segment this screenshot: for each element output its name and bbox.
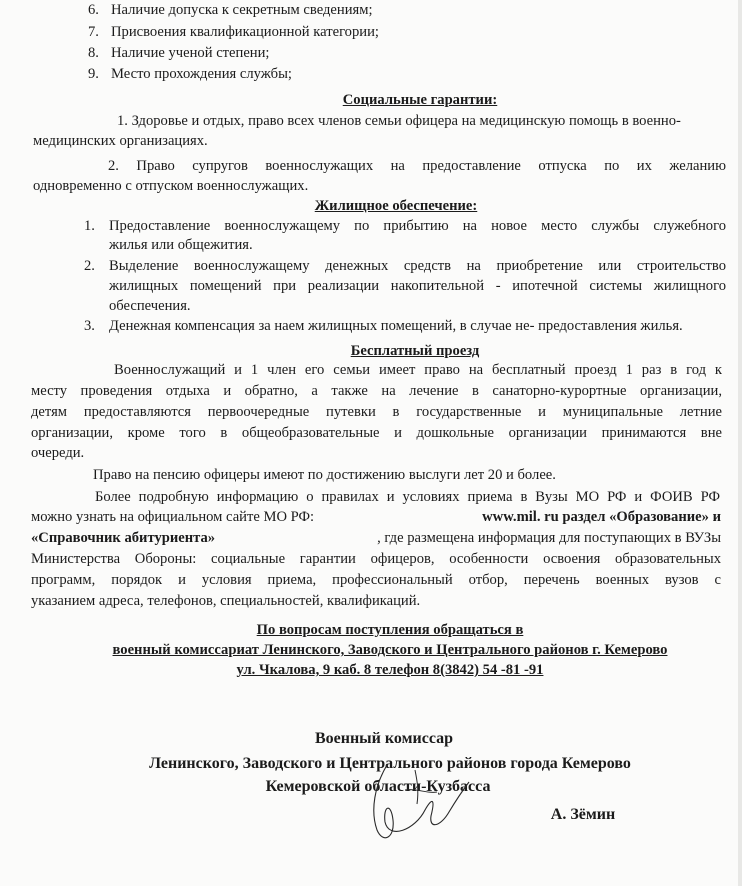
list-number: 1. (84, 218, 95, 234)
website-reference: www.mil. ru раздел «Образование» и (482, 509, 721, 525)
paragraph-line: очереди. (31, 445, 85, 461)
info-text: можно узнать на официальном сайте МО РФ: (31, 509, 315, 525)
housing-item-line: жилищных помещений при реализации накопительной - ипотечной системы жилищного (109, 278, 726, 294)
section-heading-travel: Бесплатный проезд (350, 343, 480, 359)
paragraph-line: 1. Здоровье и отдых, право всех членов семьи офицера на медицинскую помощь в военно- (117, 113, 681, 129)
list-number: 7. (88, 24, 99, 40)
list-number: 2. (84, 258, 95, 274)
reference-section: «Справочник абитуриента» (31, 530, 216, 546)
paragraph-line: одновременно с отпуском военнослужащих. (33, 178, 309, 194)
section-heading-housing: Жилищное обеспечение: (314, 198, 478, 214)
paragraph-line: медицинских организациях. (33, 133, 208, 149)
scan-edge (738, 0, 742, 886)
paragraph-line: программ, порядок и условия приема, профессиональный отбор, перечень военных вузов с (31, 572, 721, 588)
paragraph-line: месту проведения отдыха и обратно, а также на лечение в санаторно-курортные организации, (31, 383, 722, 399)
info-text: , где размещена информация для поступающих в ВУЗы (377, 530, 721, 546)
list-number: 8. (88, 45, 99, 61)
list-number: 3. (84, 318, 95, 334)
paragraph-line: Министерства Обороны: социальные гарантии офицеров, особенности освоения образовательных (31, 551, 721, 567)
housing-item-line: Выделение военнослужащему денежных средств на приобретение или строительство (109, 258, 726, 274)
signatory-position: Военный комиссар (314, 730, 454, 747)
signatory-district: Ленинского, Заводского и Центрального районов города Кемерово (149, 755, 631, 772)
section-heading-social: Социальные гарантии: (342, 92, 498, 108)
signatory-region: Кемеровской области-Кузбасса (265, 778, 491, 795)
paragraph-line (31, 530, 721, 547)
signatory-name: А. Зёмин (550, 806, 616, 823)
paragraph-line: указанием адреса, телефонов, специальностей, квалификаций. (31, 593, 421, 609)
paragraph-line: организации, кроме того в общеобразовательные и дошкольные организации принимаются вне (31, 425, 722, 441)
list-item: Наличие допуска к секретным сведениям; (111, 2, 373, 18)
pension-line: Право на пенсию офицеры имеют по достижению выслуги лет 20 и более. (93, 467, 556, 483)
housing-item-line: Денежная компенсация за наем жилищных помещений, в случае не- предоставления жилья. (109, 318, 683, 334)
housing-item-line: обеспечения. (109, 298, 191, 314)
contact-address-phone: ул. Чкалова, 9 каб. 8 телефон 8(3842) 54 -81 -91 (236, 662, 544, 678)
list-number: 6. (88, 2, 99, 18)
housing-item-line: жилья или общежития. (109, 237, 253, 253)
paragraph-line: Военнослужащий и 1 член его семьи имеет право на бесплатный проезд 1 раз в год к (114, 362, 722, 378)
list-item: Присвоения квалификационной категории; (111, 24, 379, 40)
handwritten-signature (345, 760, 485, 850)
paragraph-line (31, 509, 721, 526)
housing-item-line: Предоставление военнослужащему по прибытию на новое место службы служебного (109, 218, 726, 234)
paragraph-line: детям предоставляются первоочередные путевки в государственные и муниципальные летние (31, 404, 722, 420)
list-item: Наличие ученой степени; (111, 45, 270, 61)
list-item: Место прохождения службы; (111, 66, 292, 82)
list-number: 9. (88, 66, 99, 82)
paragraph-line: Более подробную информацию о правилах и условиях приема в Вузы МО РФ и ФОИВ РФ (95, 489, 720, 505)
paragraph-line: 2. Право супругов военнослужащих на предоставление отпуска по их желанию (108, 158, 726, 174)
contact-heading: По вопросам поступления обращаться в (256, 622, 524, 638)
contact-office: военный комиссариат Ленинского, Заводского и Центрального районов г. Кемерово (112, 642, 668, 658)
